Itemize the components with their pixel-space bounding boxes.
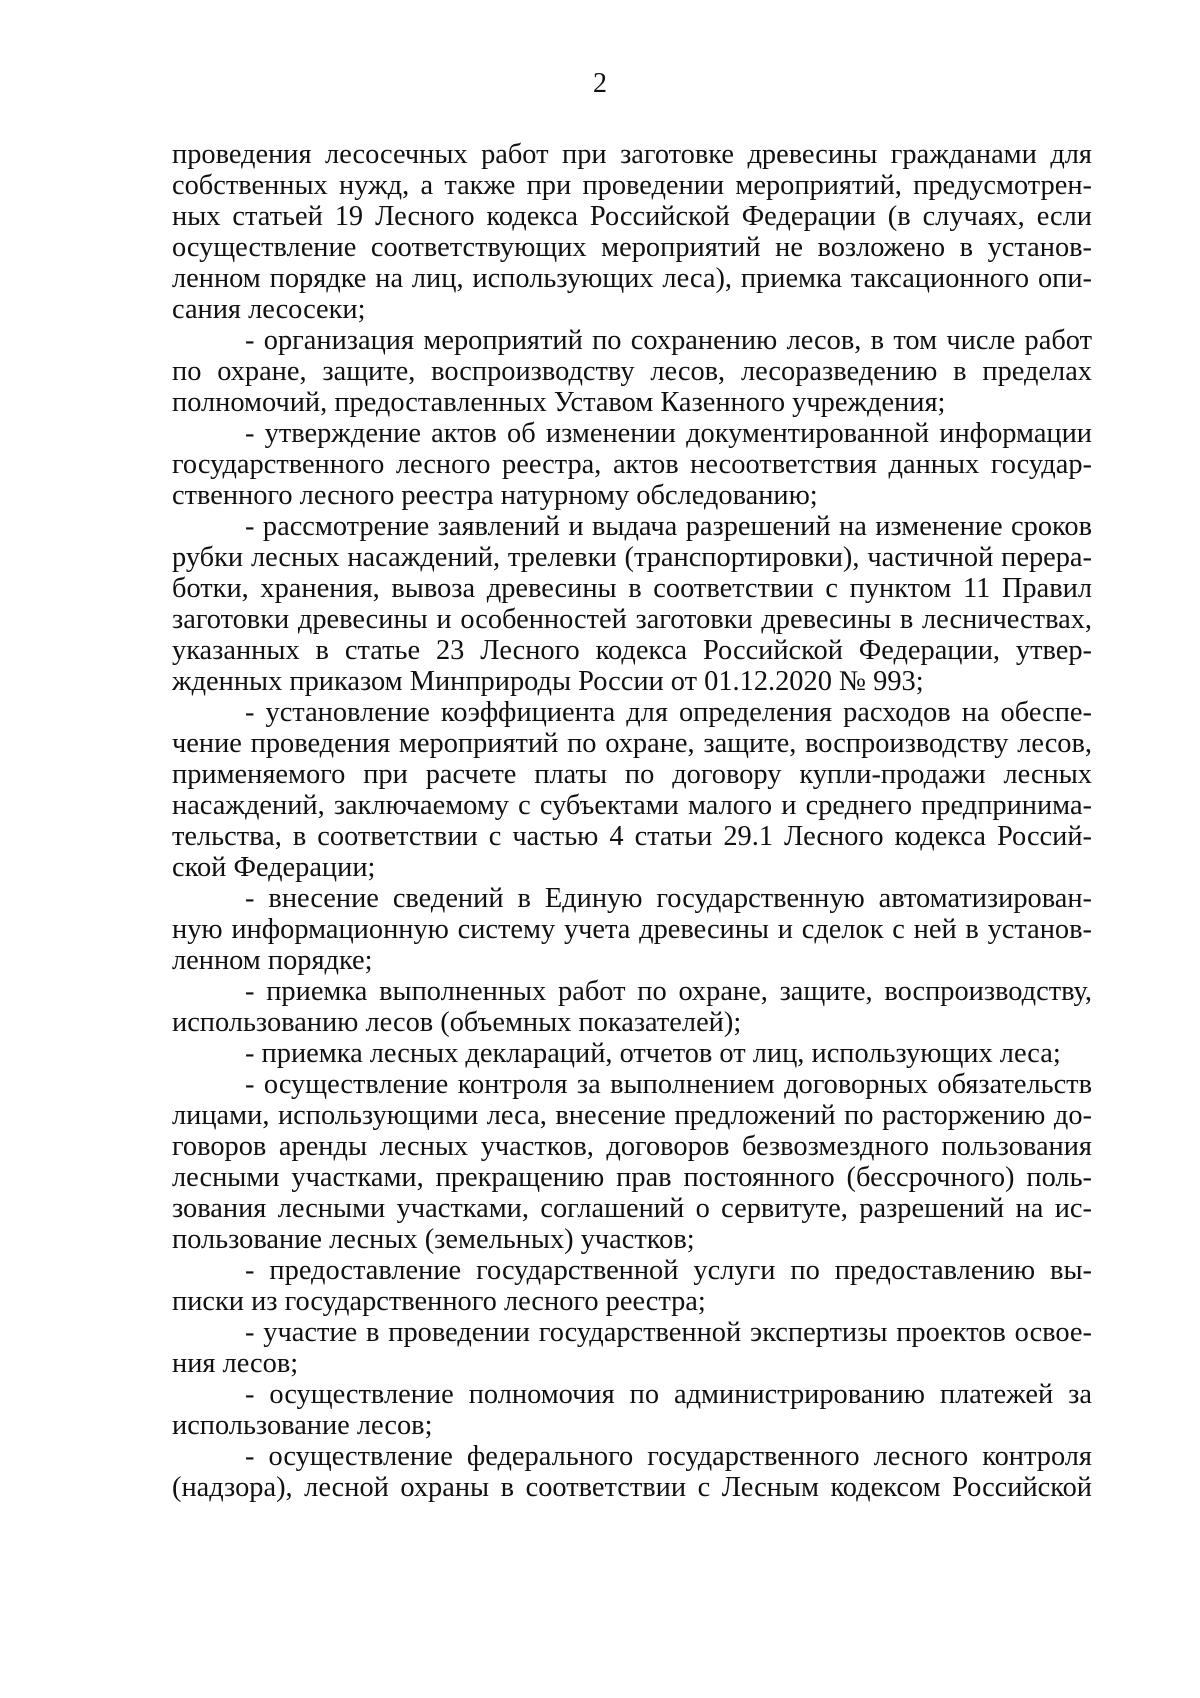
text-line: полномочий, предоставленных Уставом Казенного учреждения; [172, 387, 946, 418]
text-line: ленном порядке на лиц, использующих леса), приемка таксационного опи- [172, 263, 1092, 294]
text-line: говоров аренды лесных участков, договоров безвозмездного пользования [172, 1131, 1092, 1162]
text-line: зования лесными участками, соглашений о сервитуте, разрешений на ис- [172, 1193, 1092, 1224]
text-line: ботки, хранения, вывоза древесины в соответствии с пунктом 11 Правил [172, 573, 1092, 604]
text-line: - приемка выполненных работ по охране, защите, воспроизводству, [245, 976, 1092, 1007]
text-line: - осуществление полномочия по администрированию платежей за [245, 1379, 1092, 1410]
text-line: заготовки древесины и особенностей заготовки древесины в лесничествах, [172, 604, 1092, 635]
text-line: указанных в статье 23 Лесного кодекса Российской Федерации, утвер- [172, 635, 1092, 666]
text-line: - установление коэффициента для определения расходов на обеспе- [245, 697, 1092, 728]
text-line: - организация мероприятий по сохранению лесов, в том числе работ [245, 325, 1092, 356]
text-line: лицами, использующими леса, внесение предложений по расторжению до- [172, 1100, 1092, 1131]
text-line: - предоставление государственной услуги по предоставлению вы- [245, 1255, 1092, 1286]
text-line: - участие в проведении государственной экспертизы проектов освое- [245, 1317, 1092, 1348]
text-line: использованию лесов (объемных показателей); [172, 1007, 742, 1038]
text-line: по охране, защите, воспроизводству лесов, лесоразведению в пределах [172, 356, 1092, 387]
text-line: использование лесов; [172, 1410, 433, 1441]
text-line: ственного лесного реестра натурному обследованию; [172, 480, 818, 511]
text-line: - приемка лесных деклараций, отчетов от лиц, использующих леса; [245, 1038, 1061, 1069]
text-line: сания лесосеки; [172, 294, 366, 325]
text-line: жденных приказом Минприроды России от 01.12.2020 № 993; [172, 666, 924, 697]
text-line: - рассмотрение заявлений и выдача разрешений на изменение сроков [245, 511, 1092, 542]
text-line: насаждений, заключаемому с субъектами малого и среднего предпринима- [172, 790, 1092, 821]
text-line: ную информационную систему учета древесины и сделок с ней в установ- [172, 914, 1092, 945]
text-line: осуществление соответствующих мероприятий не возложено в установ- [172, 232, 1092, 263]
page-number: 2 [593, 68, 607, 99]
text-line: писки из государственного лесного реестра; [172, 1286, 706, 1317]
text-line: ленном порядке; [172, 945, 373, 976]
text-line: ской Федерации; [172, 852, 376, 883]
text-line: применяемого при расчете платы по договору купли-продажи лесных [172, 759, 1092, 790]
text-line: (надзора), лесной охраны в соответствии с Лесным кодексом Российской [172, 1472, 1092, 1503]
text-line: - осуществление федерального государственного лесного контроля [245, 1441, 1092, 1472]
text-line: государственного лесного реестра, актов несоответствия данных государ- [172, 449, 1092, 480]
text-line: - утверждение актов об изменении документированной информации [245, 418, 1092, 449]
text-line: ния лесов; [172, 1348, 299, 1379]
text-line: тельства, в соответствии с частью 4 статьи 29.1 Лесного кодекса Россий- [172, 821, 1092, 852]
text-line: - осуществление контроля за выполнением договорных обязательств [245, 1069, 1092, 1100]
text-line: лесными участками, прекращению прав постоянного (бессрочного) поль- [172, 1162, 1092, 1193]
text-line: чение проведения мероприятий по охране, защите, воспроизводству лесов, [172, 728, 1092, 759]
text-line: - внесение сведений в Единую государственную автоматизирован- [245, 883, 1092, 914]
text-line: проведения лесосечных работ при заготовке древесины гражданами для [172, 139, 1092, 170]
text-line: рубки лесных насаждений, трелевки (транспортировки), частичной перера- [172, 542, 1092, 573]
text-line: собственных нужд, а также при проведении мероприятий, предусмотрен- [172, 170, 1092, 201]
text-line: пользование лесных (земельных) участков; [172, 1224, 695, 1255]
text-line: ных статьей 19 Лесного кодекса Российской Федерации (в случаях, если [172, 201, 1092, 232]
